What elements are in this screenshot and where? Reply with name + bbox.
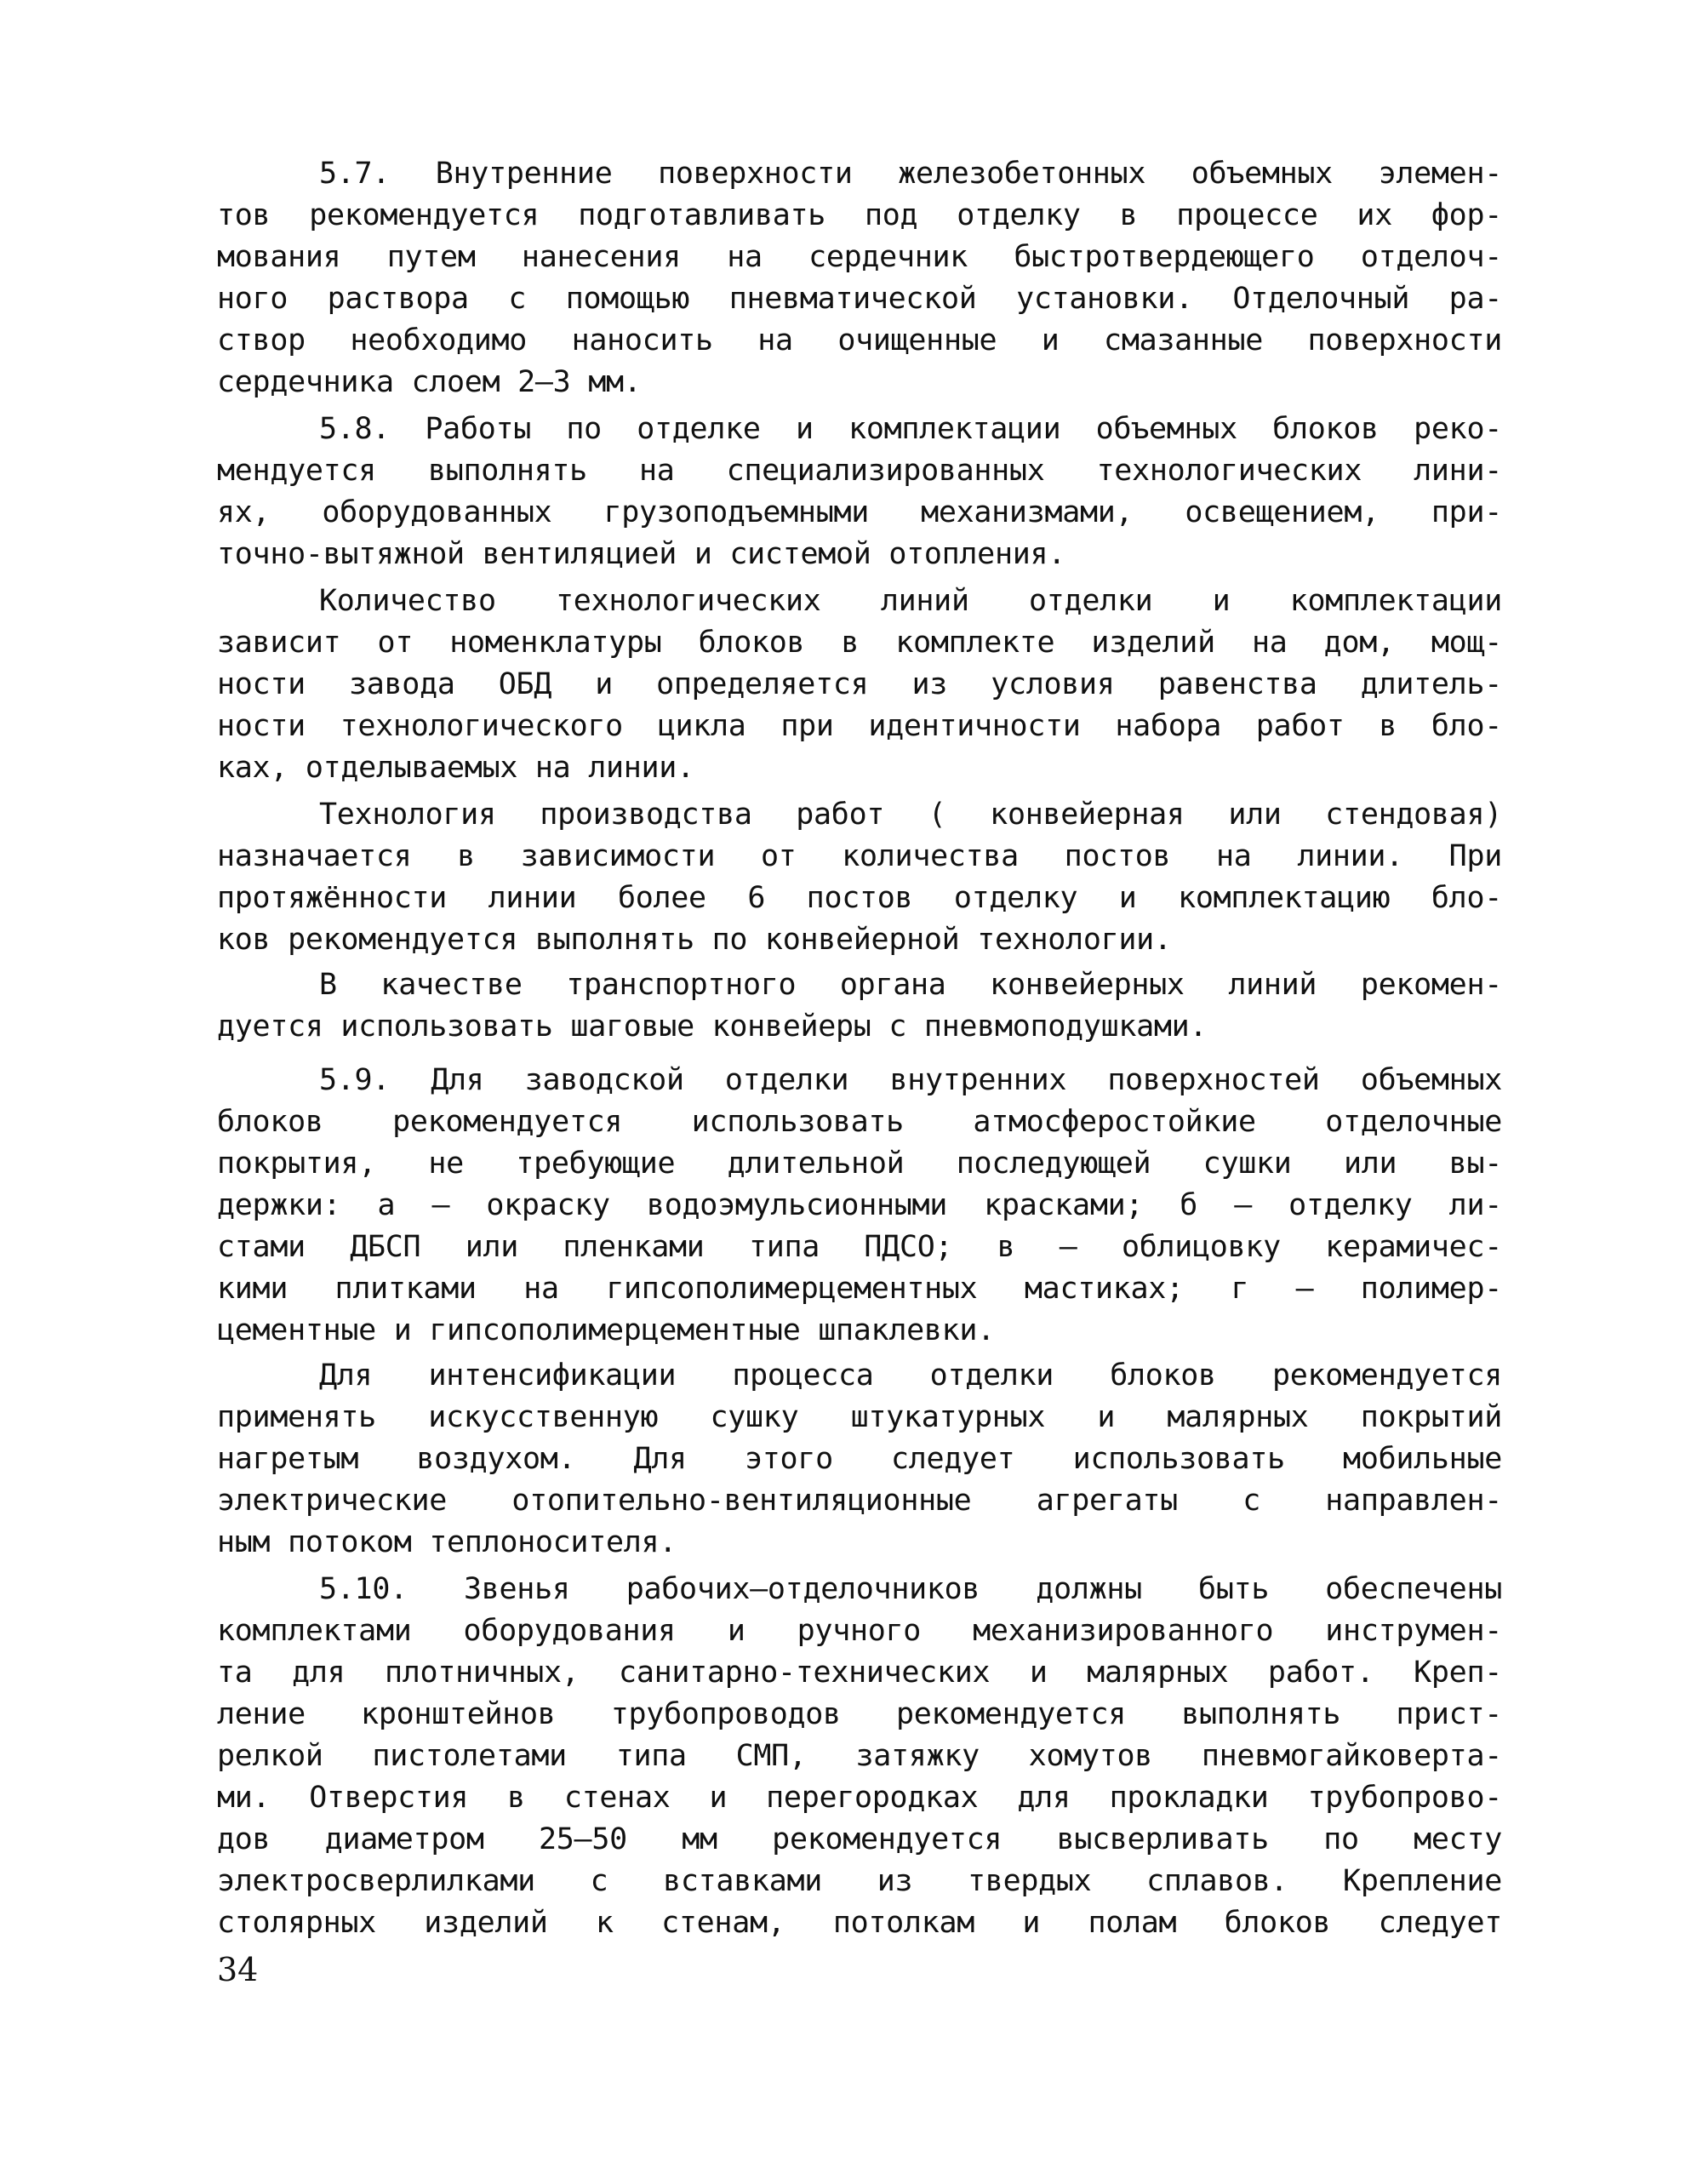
text-line: ках, отделываемых на линии.: [217, 751, 694, 785]
text-line: точно-вытяжной вентиляцией и системой отопления.: [217, 537, 1066, 571]
text-line: дов диаметром 25–50 мм рекомендуется высверливать по месту: [217, 1822, 1502, 1856]
text-line: применять искусственную сушку штукатурных и малярных покрытий: [217, 1400, 1502, 1434]
text-line: ях, оборудованных грузоподъемными механизмами, освещением, при-: [217, 495, 1502, 529]
text-line: цементные и гипсополимерцементные шпаклевки.: [217, 1313, 995, 1347]
text-line: протяжённости линии более 6 постов отделку и комплектацию бло-: [217, 881, 1502, 915]
text-line: Технология производства работ ( конвейерная или стендовая): [319, 798, 1502, 832]
text-line: комплектами оборудования и ручного механизированного инструмен-: [217, 1614, 1502, 1648]
text-line: держки: а – окраску водоэмульсионными красками; б – отделку ли-: [217, 1188, 1502, 1222]
text-line: тов рекомендуется подготавливать под отделку в процессе их фор-: [217, 198, 1502, 232]
text-line: блоков рекомендуется использовать атмосферостойкие отделочные: [217, 1105, 1502, 1139]
paragraph-p57: [217, 153, 1502, 403]
text-line: 5.10. Звенья рабочих–отделочников должны быть обеспечены: [319, 1572, 1502, 1606]
text-line: электросверлилками с вставками из твердых сплавов. Крепление: [217, 1864, 1502, 1898]
text-line: нагретым воздухом. Для этого следует использовать мобильные: [217, 1442, 1502, 1476]
paragraph-p58d: [217, 964, 1502, 1048]
text-line: мендуется выполнять на специализированных технологических лини-: [217, 454, 1502, 488]
text-line: зависит от номенклатуры блоков в комплекте изделий на дом, мощ-: [217, 626, 1502, 660]
text-line: мования путем нанесения на сердечник быстротвердеющего отделоч-: [217, 240, 1502, 274]
text-line: ного раствора с помощью пневматической установки. Отделочный ра-: [217, 282, 1502, 316]
paragraph-p59b: [217, 1355, 1502, 1564]
text-line: ности технологического цикла при идентичности набора работ в бло-: [217, 709, 1502, 743]
text-line: В качестве транспортного органа конвейерных линий рекомен-: [319, 968, 1502, 1002]
text-line: стами ДБСП или пленками типа ПДСО; в – облицовку керамичес-: [217, 1230, 1502, 1264]
text-line: та для плотничных, санитарно-технических и малярных работ. Креп-: [217, 1656, 1502, 1690]
text-line: 5.7. Внутренние поверхности железобетонных объемных элемен-: [319, 157, 1502, 191]
text-line: створ необходимо наносить на очищенные и смазанные поверхности: [217, 323, 1502, 357]
paragraph-p58c: [217, 794, 1502, 961]
text-line: ков рекомендуется выполнять по конвейерной технологии.: [217, 923, 1172, 957]
text-line: назначается в зависимости от количества постов на линии. При: [217, 839, 1502, 873]
text-line: ление кронштейнов трубопроводов рекомендуется выполнять прист-: [217, 1697, 1502, 1731]
text-line: покрытия, не требующие длительной последующей сушки или вы-: [217, 1147, 1502, 1181]
paragraph-p510: [217, 1569, 1502, 1944]
text-line: ности завода ОБД и определяется из условия равенства длитель-: [217, 667, 1502, 701]
text-line: ным потоком теплоносителя.: [217, 1525, 677, 1559]
text-line: Количество технологических линий отделки и комплектации: [319, 584, 1502, 618]
text-line: столярных изделий к стенам, потолкам и полам блоков следует: [217, 1906, 1502, 1940]
paragraph-p58b: [217, 581, 1502, 789]
paragraph-p59: [217, 1060, 1502, 1352]
text-line: сердечника слоем 2–3 мм.: [217, 365, 642, 399]
paragraph-p58: [217, 409, 1502, 575]
text-line: ми. Отверстия в стенах и перегородках для прокладки трубопрово-: [217, 1781, 1502, 1815]
text-line: электрические отопительно-вентиляционные агрегаты с направлен-: [217, 1484, 1502, 1518]
body-text: [217, 153, 1502, 1944]
text-line: Для интенсификации процесса отделки блоков рекомендуется: [319, 1358, 1502, 1393]
text-line: 5.8. Работы по отделке и комплектации объемных блоков реко-: [319, 412, 1502, 446]
text-line: кими плитками на гипсополимерцементных мастиках; г – полимер-: [217, 1272, 1502, 1306]
text-line: дуется использовать шаговые конвейеры с пневмоподушками.: [217, 1010, 1208, 1044]
text-line: 5.9. Для заводской отделки внутренних поверхностей объемных: [319, 1063, 1502, 1097]
page-number: 34: [217, 1951, 259, 1988]
text-line: релкой пистолетами типа СМП, затяжку хомутов пневмогайковерта-: [217, 1739, 1502, 1773]
